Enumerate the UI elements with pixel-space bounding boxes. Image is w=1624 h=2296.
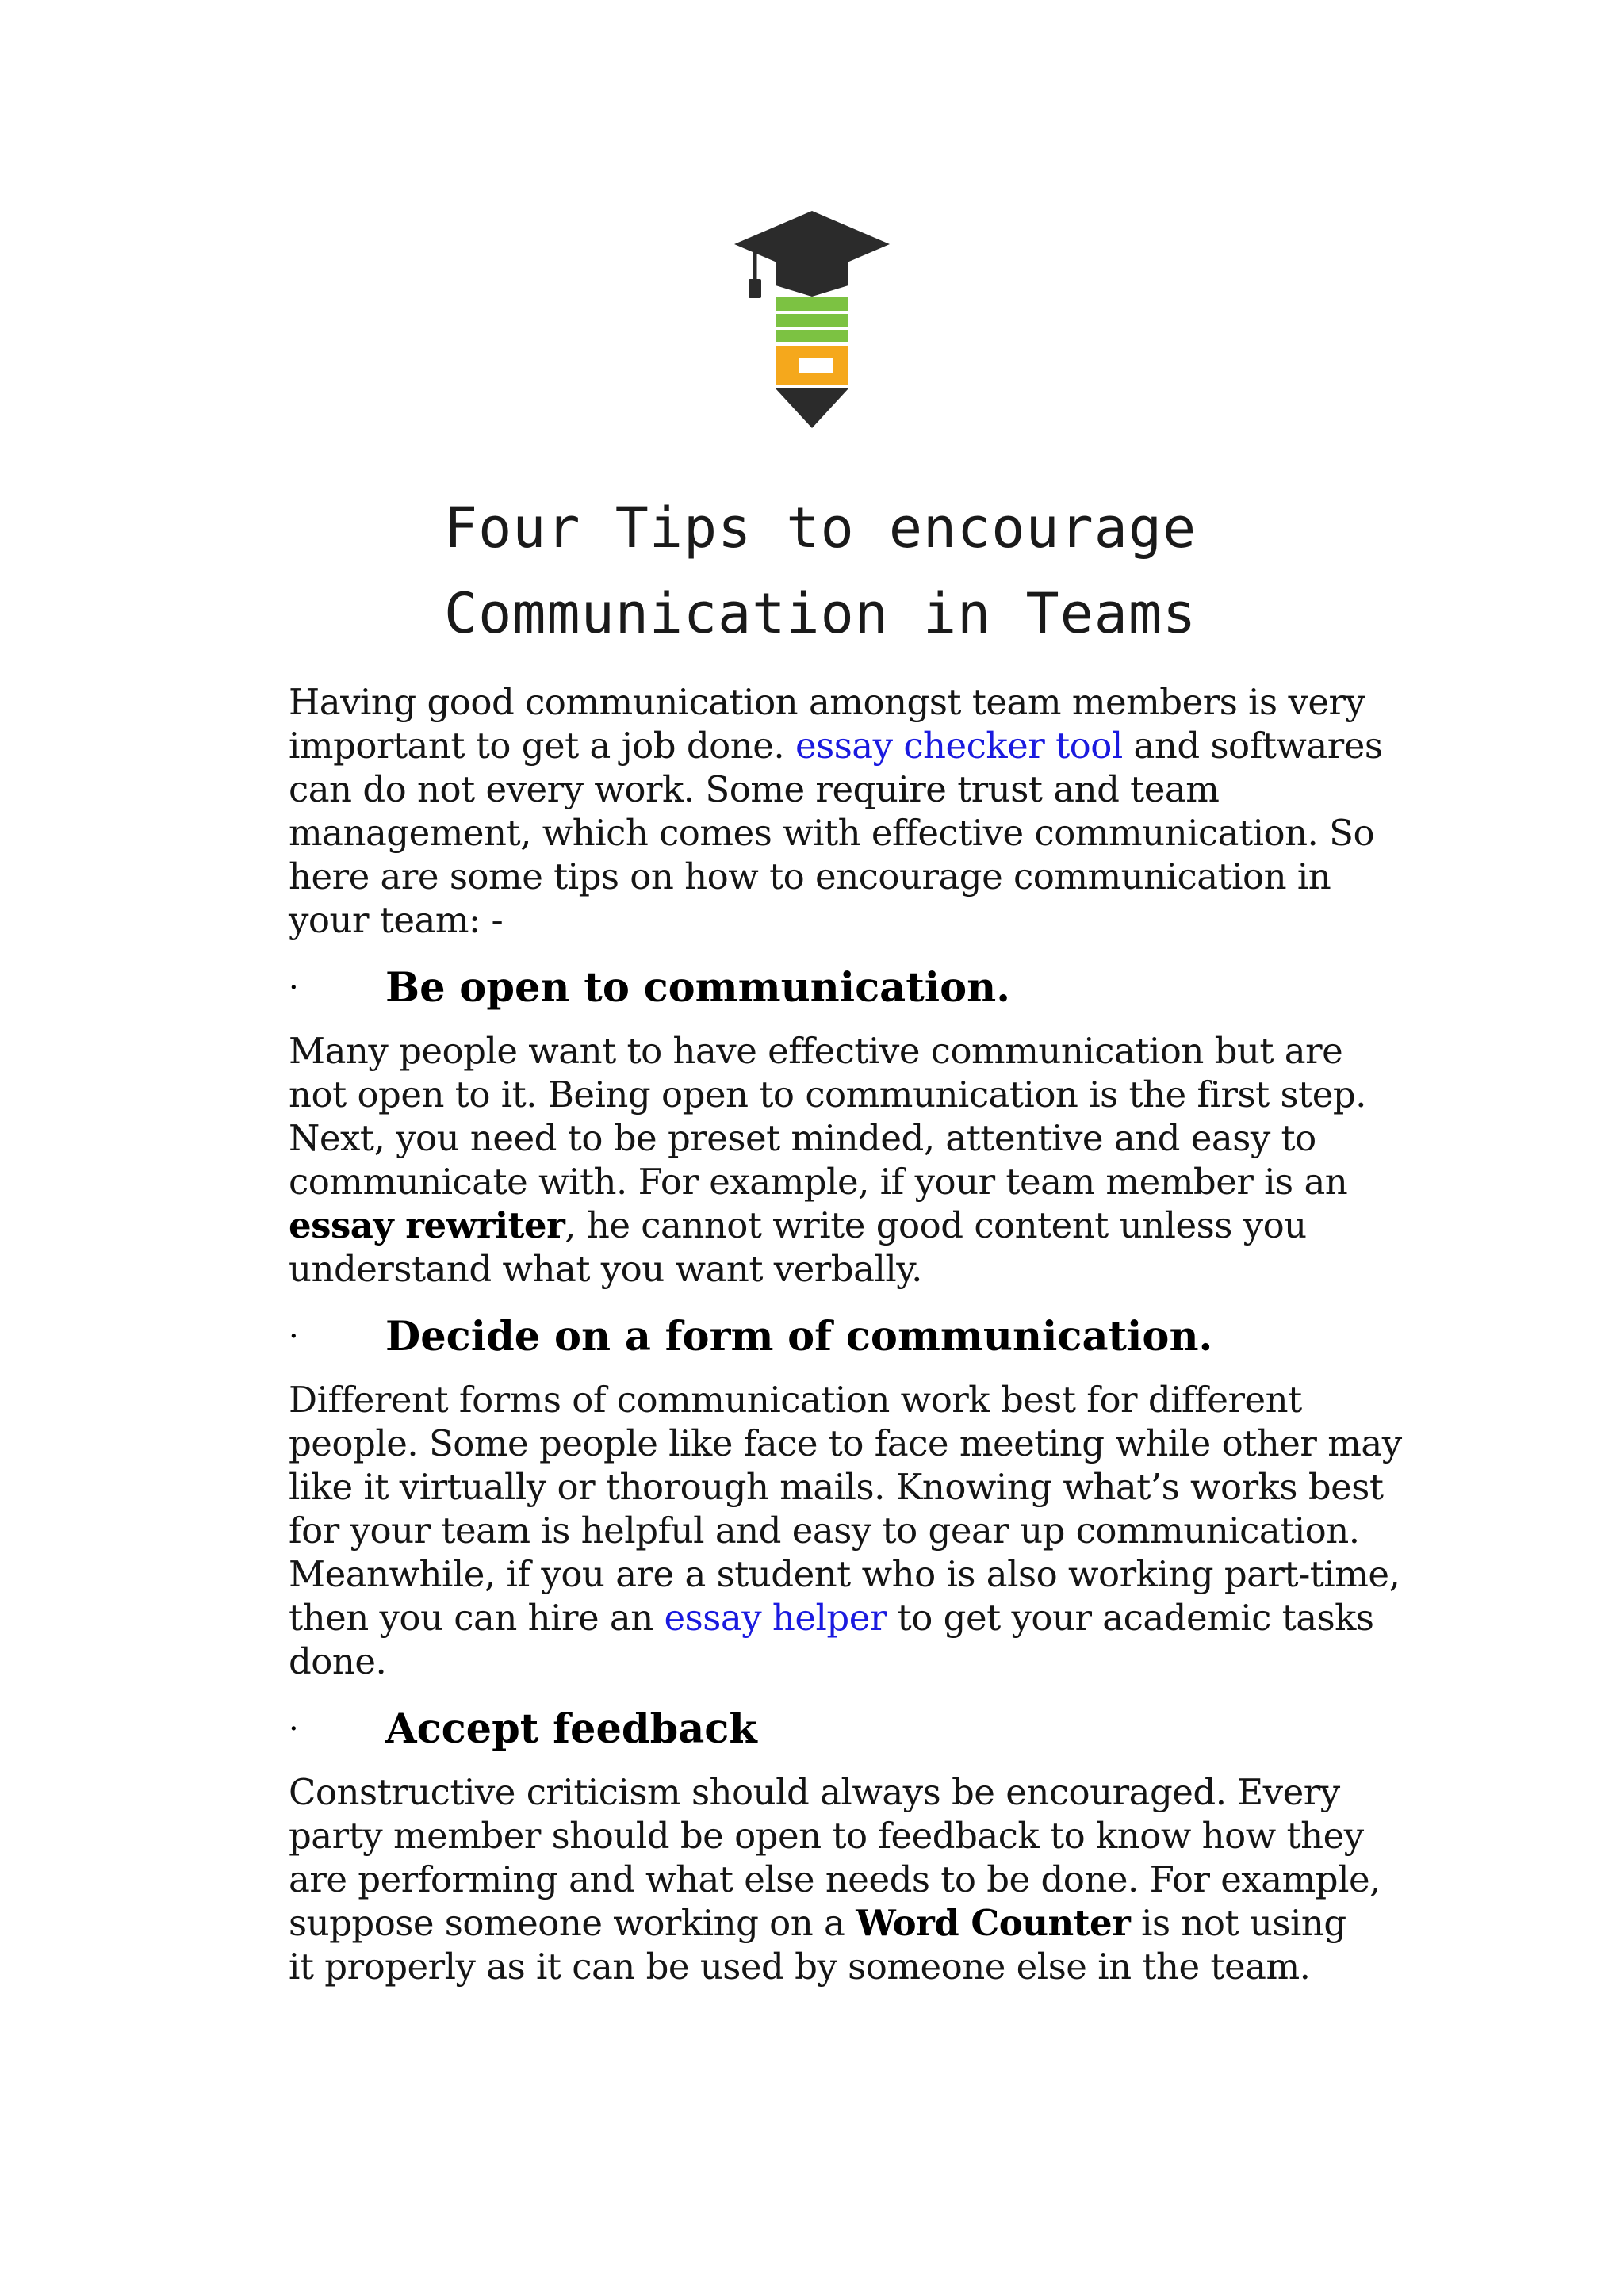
page-title	[444, 485, 1237, 656]
essay-rewriter-bold: essay rewriter	[289, 1204, 565, 1246]
bullet-marker: ·	[289, 1711, 299, 1747]
section-heading-open	[289, 962, 1367, 1013]
title-line-1: Four Tips to encourage	[444, 496, 1197, 561]
pencil-tip	[776, 388, 848, 428]
cap-base	[776, 260, 848, 297]
heading-text: Accept feedback	[385, 1705, 757, 1753]
essay-helper-link[interactable]: essay helper	[664, 1597, 887, 1639]
orange-label	[798, 357, 834, 374]
heading-text: Decide on a form of communication.	[385, 1313, 1213, 1360]
essay-checker-tool-link[interactable]: essay checker tool	[795, 725, 1123, 767]
green-band-1	[776, 297, 848, 311]
word-counter-bold: Word Counter	[856, 1902, 1131, 1944]
bullet-marker: ·	[289, 1318, 299, 1355]
heading-text: Be open to communication.	[385, 964, 1011, 1012]
section-paragraph-feedback: Constructive criticism should always be encouraged. Every party member should be open to feedback to know how they are performing and what else needs to be done. For example, suppose someone working on a Word Counter is not using it properly as it can be used by someone else in the team.	[289, 1771, 1381, 1988]
green-band-2	[776, 314, 848, 327]
title-line-2: Communication in Teams	[444, 581, 1197, 646]
intro-paragraph: Having good communication amongst team members is very important to get a job done. essay checker tool and softwares can do not every work. Some require trust and team management, which comes with effective communication. So here are some tips on how to encourage communication in your team: -	[289, 681, 1383, 941]
tassel	[749, 279, 761, 298]
section-paragraph-form: Different forms of communication work best for different people. Some people like face to face meeting while other may like it virtually or thorough mails. Knowing what’s works best for your team is helpful and easy to gear up communication. Meanwhile, if you are a student who is also working part-time, then you can hire an essay helper to get your academic tasks done.	[289, 1379, 1402, 1682]
green-band-3	[776, 330, 848, 342]
article-body	[289, 680, 1402, 1988]
graduation-cap-pencil-logo	[731, 208, 893, 430]
section-heading-feedback	[289, 1704, 1367, 1755]
section-paragraph-open: Many people want to have effective communication but are not open to it. Being open to communication is the first step. Next, you need to be preset minded, attentive and easy to communicate with. For example, if your team member is an essay rewriter, he cannot write good content unless you understand what you want verbally.	[289, 1030, 1366, 1290]
section-heading-form	[289, 1311, 1367, 1362]
bullet-marker: ·	[289, 970, 299, 1006]
